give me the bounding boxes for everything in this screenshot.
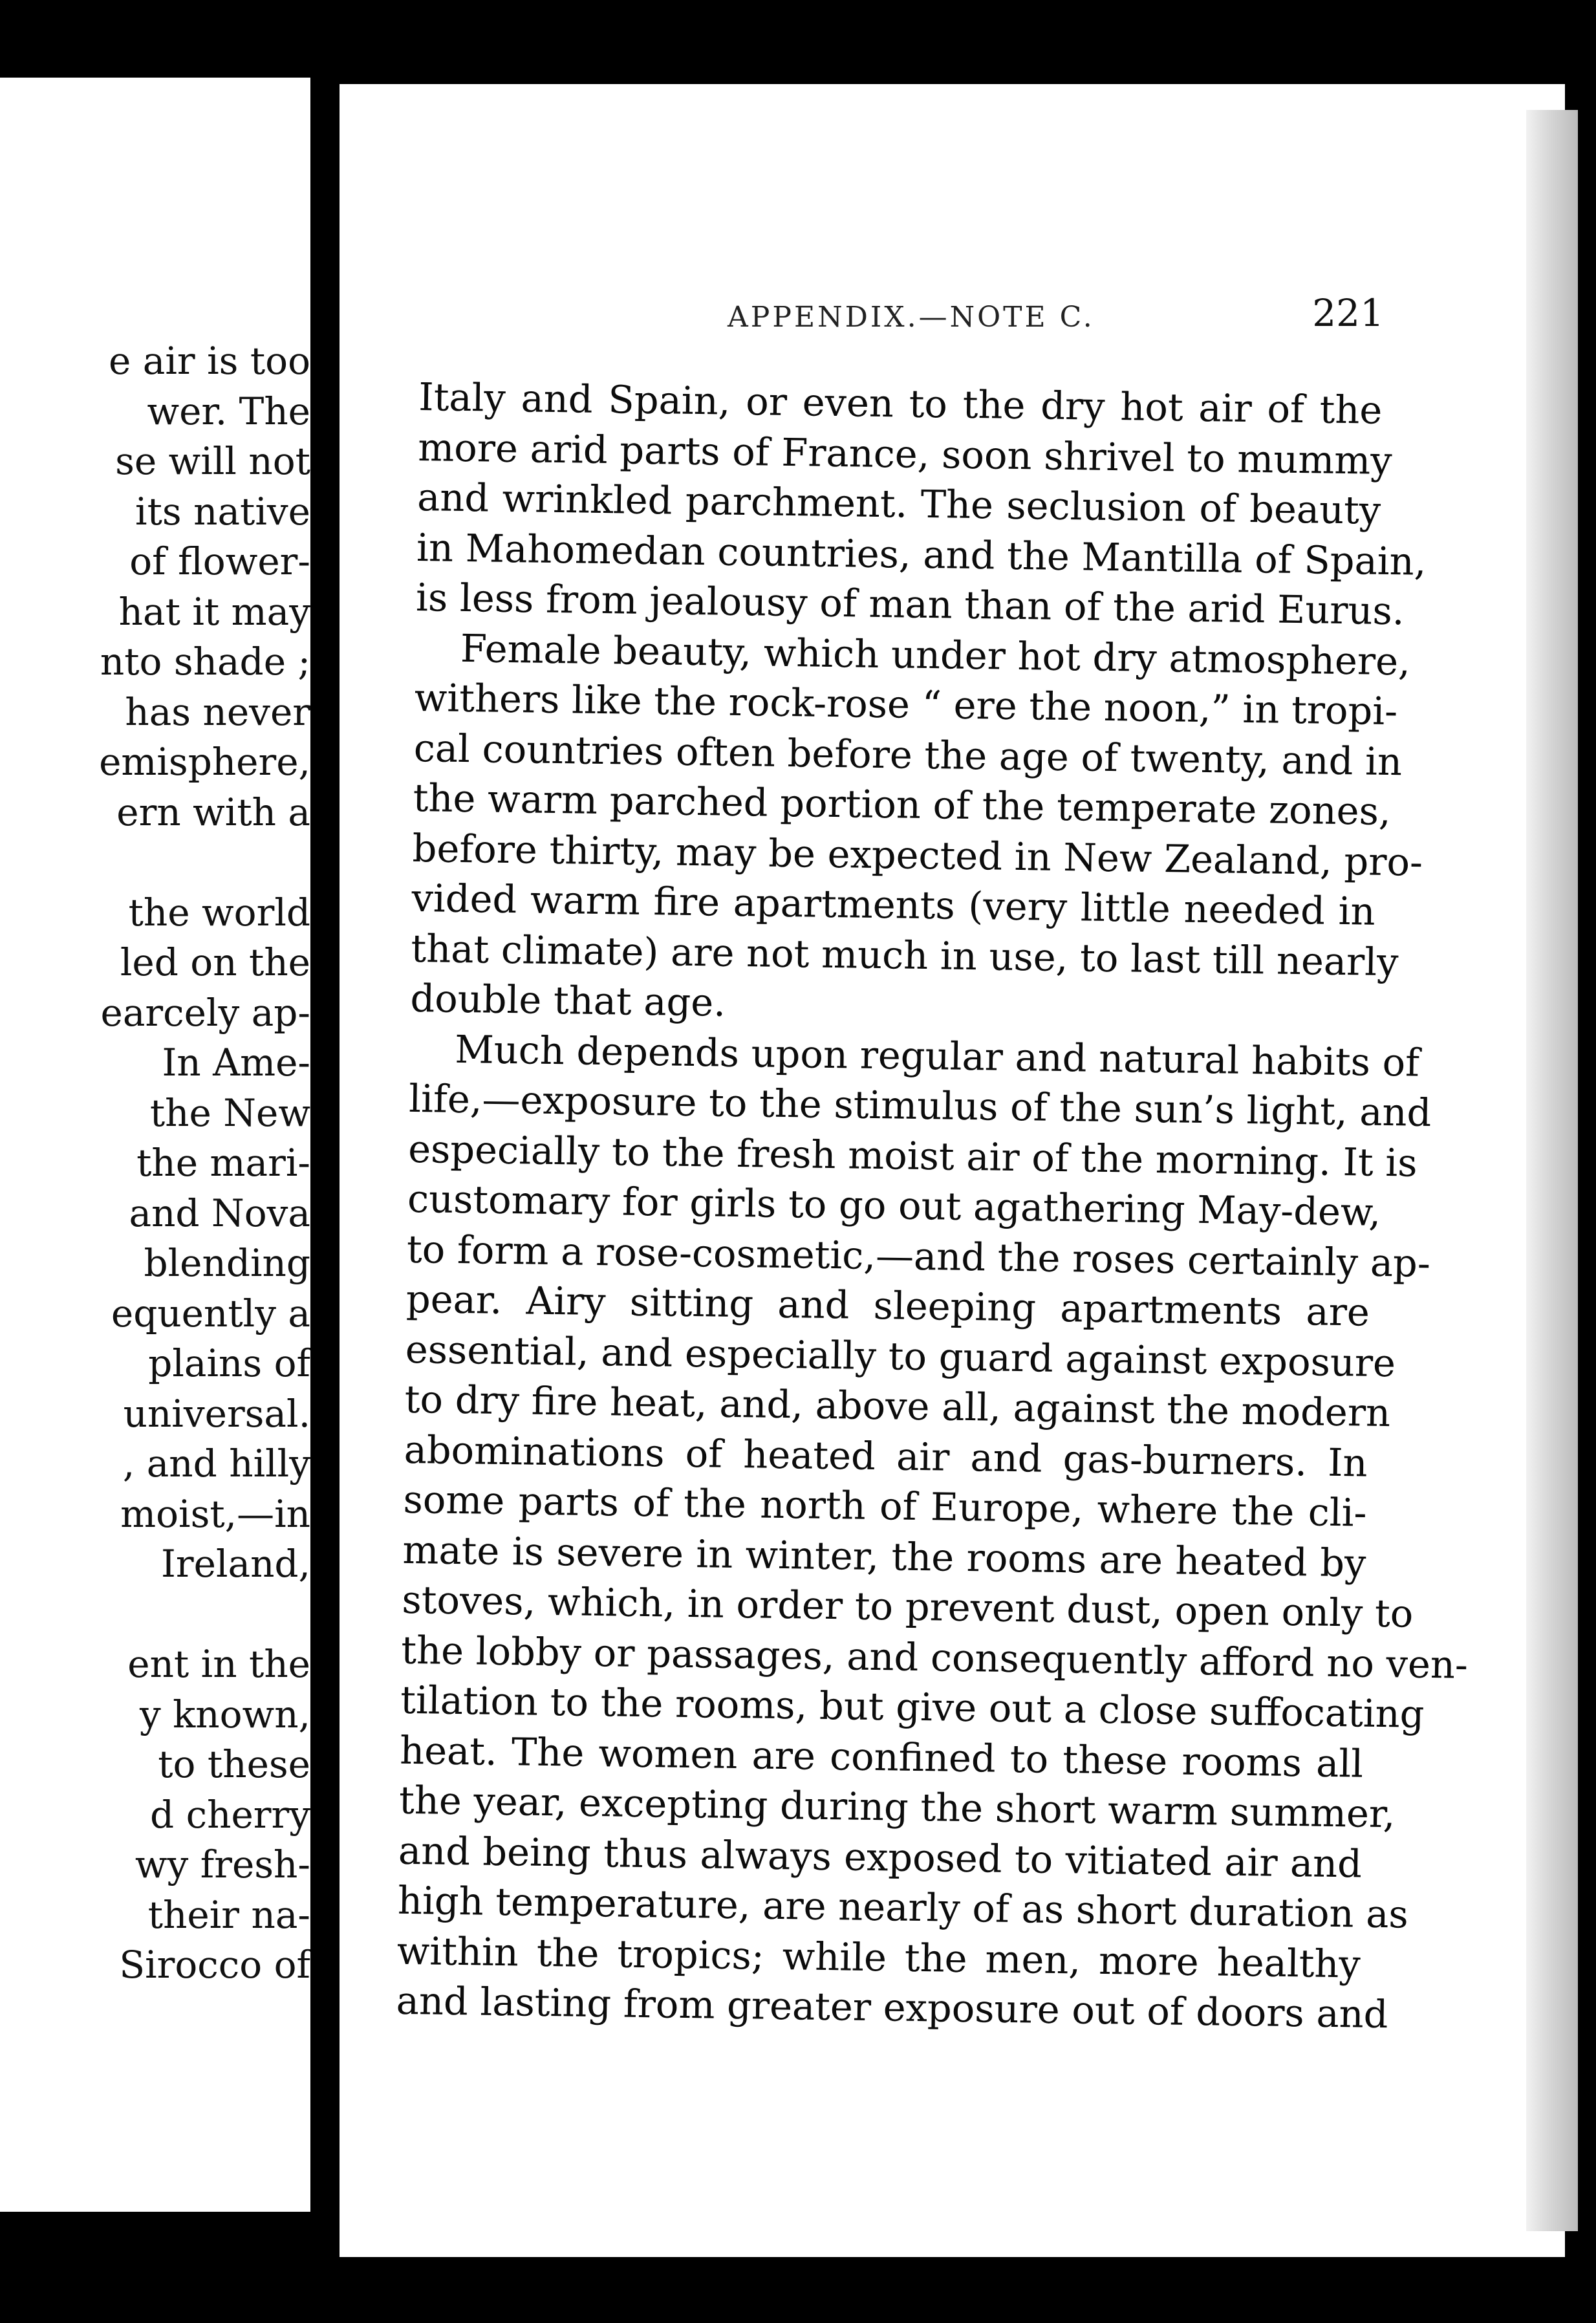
left-page-text [0, 336, 310, 1991]
paragraph [409, 622, 1423, 1037]
text-line: customary for girls to go out agathering May-dew, [407, 1176, 1381, 1235]
page-number: 221 [1312, 291, 1384, 335]
left-page-line: universal. [123, 1391, 310, 1436]
left-page-line: earcely ap- [100, 990, 310, 1035]
left-page-line: , and hilly [122, 1442, 310, 1486]
text-line: and being thus always exposed to vitiated air and [398, 1828, 1363, 1886]
text-line: more arid parts of France, soon shrivel to mummy [417, 424, 1393, 483]
text-line: to form a rose-cosmetic,—and the roses certainly ap- [406, 1226, 1431, 1286]
text-line: mate is severe in winter, the rooms are heated by [402, 1527, 1366, 1586]
text-line: tilation to the rooms, but give out a close suffocating [400, 1677, 1425, 1736]
text-line: high temperature, are nearly of as short duration as [397, 1877, 1409, 1937]
left-page-line: wer. The [147, 389, 310, 433]
text-line: the warm parched portion of the temperate zones, [413, 775, 1392, 834]
left-page-line: plains of [148, 1341, 310, 1385]
text-line: cal countries often before the age of twenty, and in [413, 725, 1403, 784]
page-gutter [310, 91, 340, 2251]
left-page-line: se will not [115, 439, 310, 483]
left-page [0, 78, 310, 2212]
left-page-line: d cherry [150, 1792, 310, 1837]
left-page-line: Ireland, [160, 1542, 310, 1586]
left-page-line: In Ame- [162, 1041, 310, 1085]
left-page-line: to these [158, 1742, 310, 1786]
left-page-line: ern with a [116, 790, 310, 834]
paragraph [415, 372, 1427, 636]
text-line: withers like the rock-rose “ ere the noon,” in tropi- [414, 675, 1398, 734]
text-line: the year, excepting during the short warm summer, [398, 1777, 1396, 1837]
text-line: some parts of the north of Europe, where the cli- [403, 1476, 1367, 1535]
left-page-line: and Nova [129, 1191, 310, 1235]
text-line: life,—exposure to the stimulus of the sun’s light, and [408, 1075, 1432, 1135]
text-line: and wrinkled parchment. The seclusion of beauty [416, 474, 1381, 533]
left-page-line: the New [149, 1090, 310, 1135]
left-page-line: emisphere, [99, 740, 310, 784]
left-page-line [0, 837, 310, 888]
page-edge [1526, 110, 1578, 2231]
text-line: and lasting from greater exposure out of doors and [396, 1978, 1388, 2037]
left-page-line: equently a [111, 1291, 310, 1335]
text-line: especially to the fresh moist air of the morning. It is [407, 1126, 1418, 1185]
left-page-line: e air is too [109, 339, 310, 383]
left-page-line: y known, [139, 1692, 310, 1736]
text-line: Female beauty, which under hot dry atmosphere, [460, 625, 1411, 684]
text-line: within the tropics; while the men, more healthy [396, 1928, 1361, 1987]
left-page-line: of flower- [129, 539, 310, 583]
text-line: that climate) are not much in use, to last till nearly [411, 925, 1399, 984]
text-line: Much depends upon regular and natural habits of [454, 1026, 1420, 1085]
left-page-line: its native [135, 489, 310, 534]
left-page-line: blending [144, 1241, 310, 1285]
left-page-line: led on the [120, 940, 310, 984]
text-line: abominations of heated air and gas-burners. In [404, 1427, 1368, 1486]
text-line: pear. Airy sitting and sleeping apartments are [405, 1276, 1370, 1335]
left-page-line: hat it may [118, 589, 310, 634]
left-page-line [0, 1590, 310, 1640]
text-line: is less from jealousy of man than of the arid Eurus. [415, 574, 1405, 634]
text-line: to dry fire heat, and, above all, against the modern [404, 1376, 1391, 1436]
left-page-line: has never [125, 689, 310, 734]
text-line: in Mahomedan countries, and the Mantilla of Spain, [416, 524, 1427, 584]
left-page-line: nto shade ; [100, 640, 310, 684]
text-line: the lobby or passages, and consequently afford no ven- [400, 1627, 1469, 1687]
left-page-line: moist,—in [120, 1491, 310, 1536]
left-page-line: Sirocco of [119, 1943, 310, 1987]
paragraph [396, 1023, 1469, 2039]
text-line: heat. The women are confined to these rooms all [399, 1727, 1364, 1786]
text-line: essential, and especially to guard against exposure [405, 1326, 1396, 1385]
page-header [388, 291, 1397, 346]
text-line: Italy and Spain, or even to the dry hot air of the [418, 374, 1383, 433]
left-page-line: their na- [147, 1892, 310, 1937]
left-page-line: ent in the [127, 1642, 310, 1686]
running-head: APPENDIX.—NOTE C. [728, 301, 1095, 334]
left-page-line: the world [128, 890, 310, 935]
text-line: stoves, which, in order to prevent dust, open only to [402, 1577, 1414, 1636]
text-line: vided warm fire apartments (very little needed in [411, 875, 1375, 934]
left-page-line: the mari- [136, 1141, 310, 1185]
left-page-line: wy fresh- [135, 1842, 310, 1886]
text-line: before thirty, may be expected in New Zealand, pro- [412, 825, 1423, 885]
body-text [396, 372, 1469, 2039]
text-line: double that age. [409, 975, 726, 1025]
